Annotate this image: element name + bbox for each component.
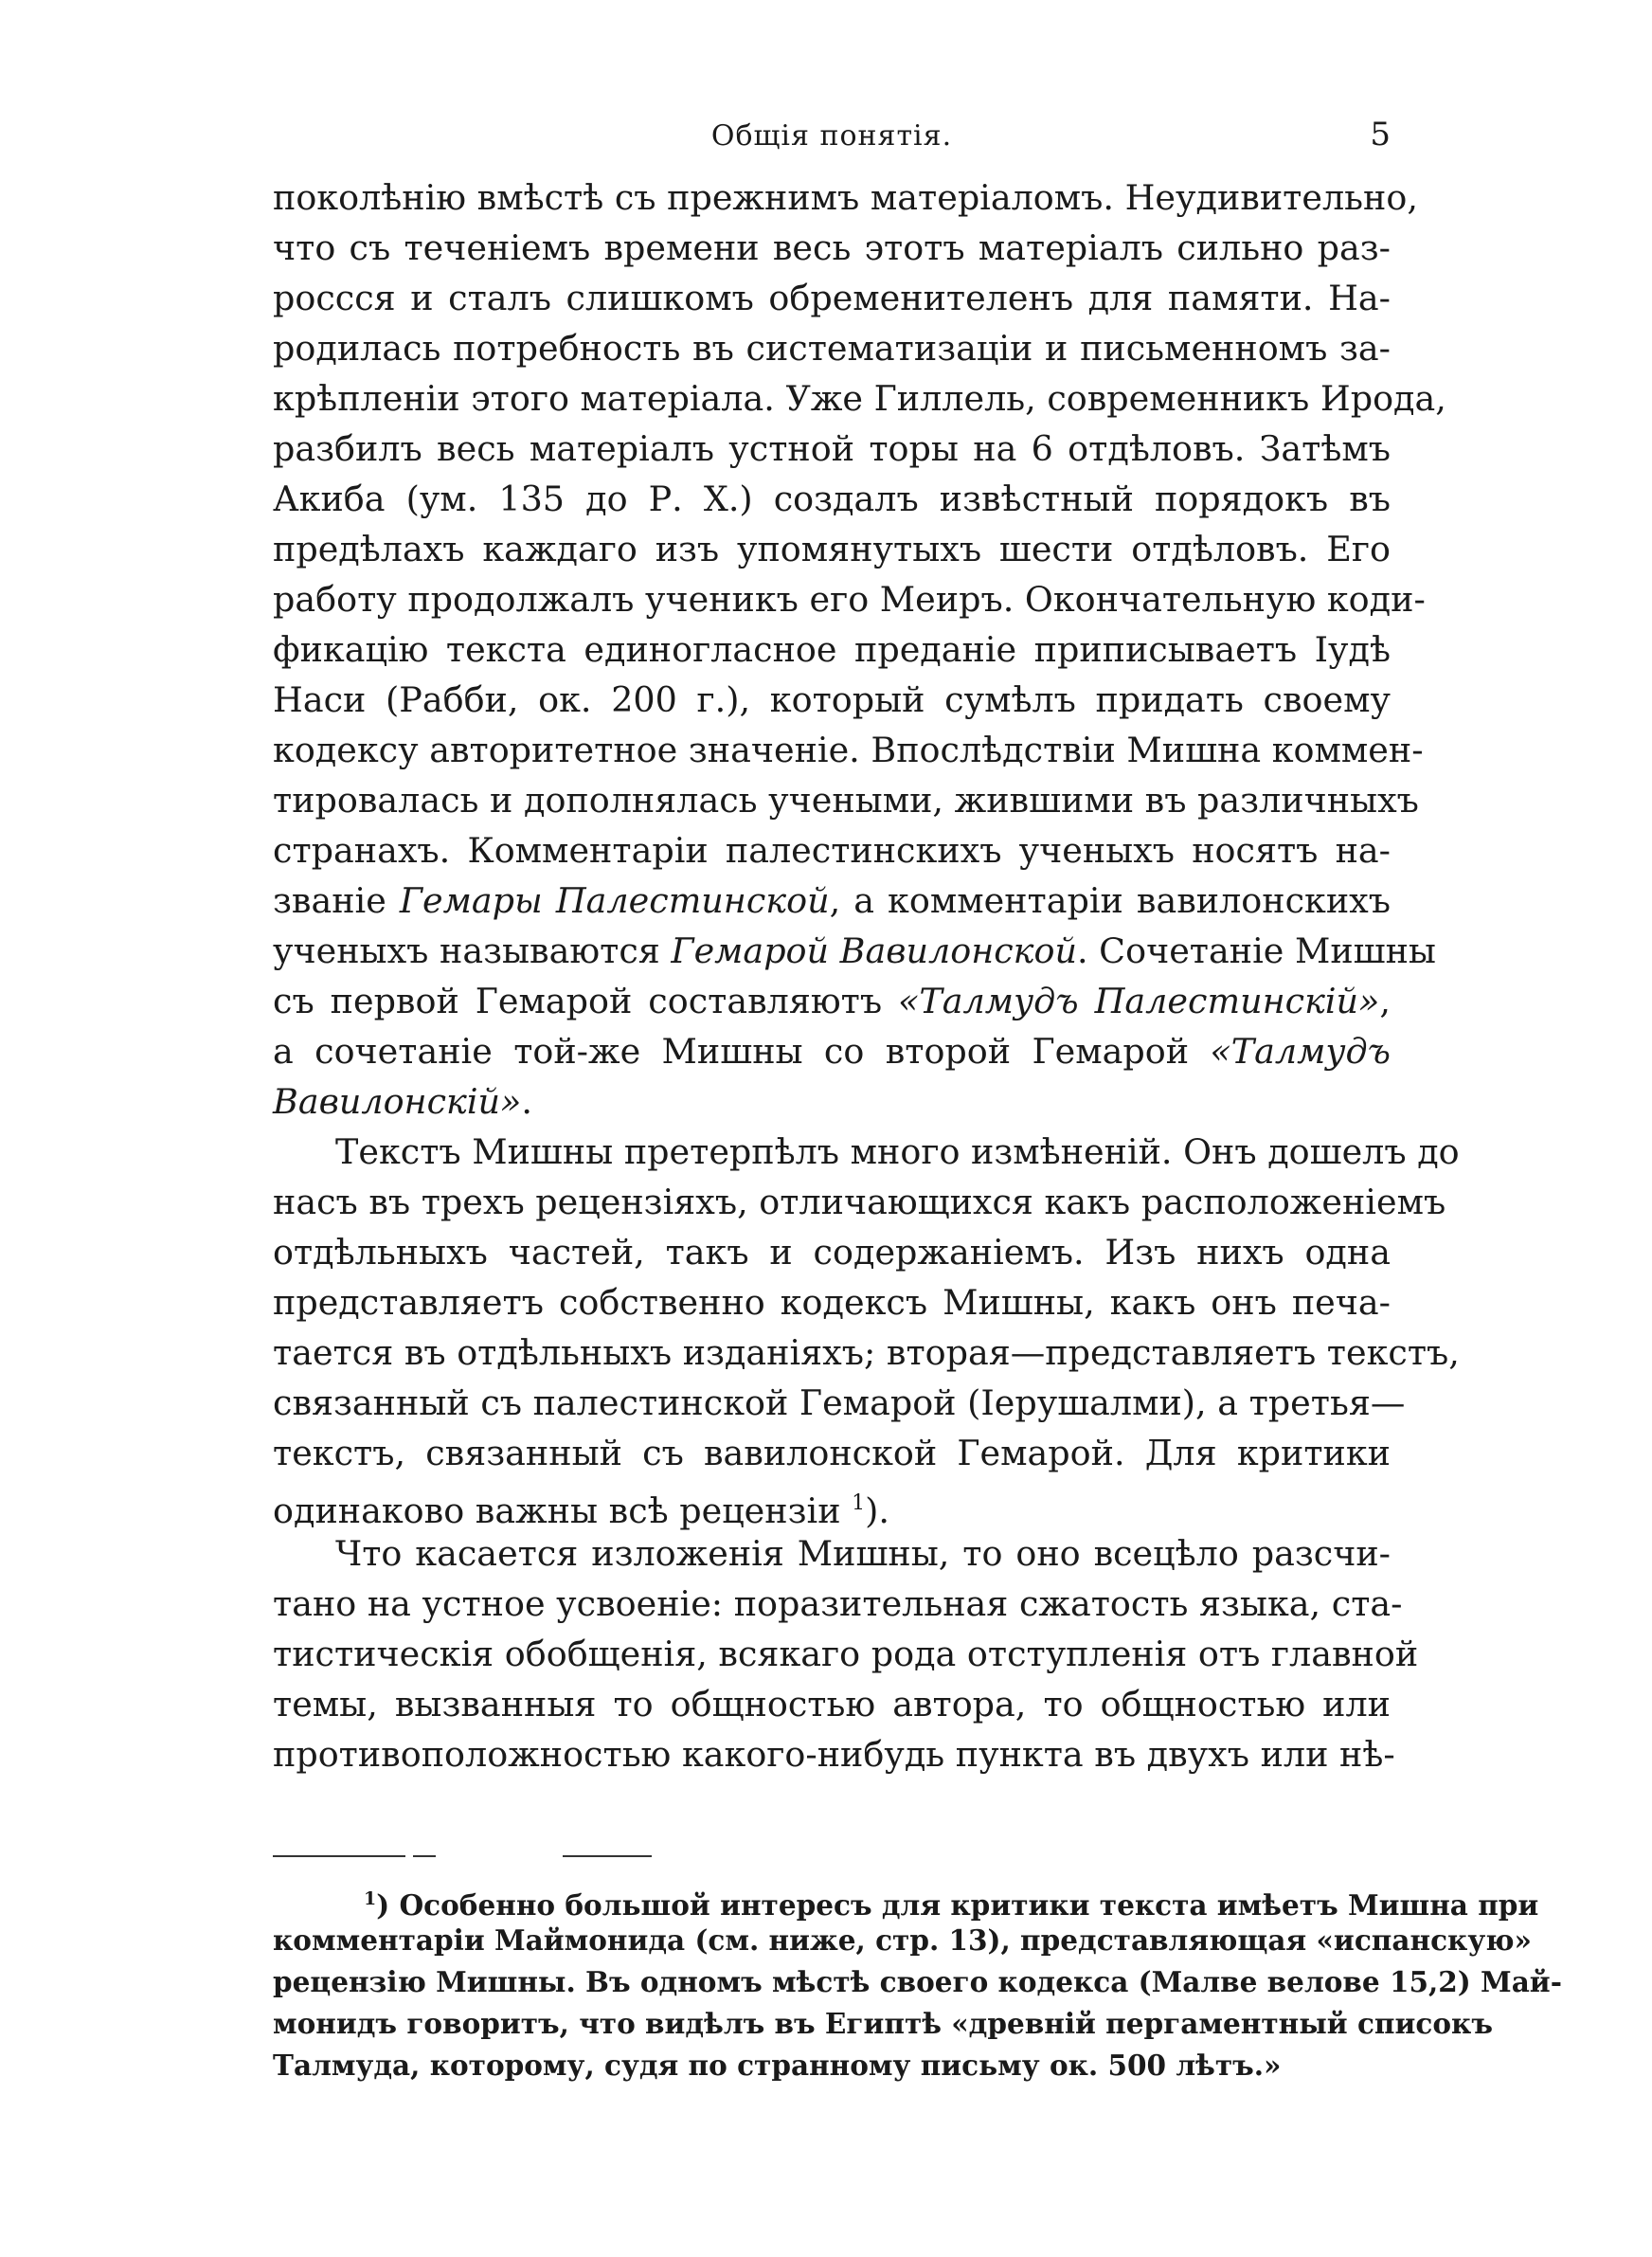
text-line: крѣпленiи этого матерiала. Уже Гиллель, современникъ Ирода, (273, 378, 1446, 419)
footnote-line: комментарiи Маймонида (см. ниже, стр. 13), представляющая «испанскую» (273, 1923, 1532, 1957)
text-span: , а комментарiи вавилонскихъ (829, 880, 1391, 921)
text-span: званiе (273, 880, 400, 921)
page-number: 5 (1370, 116, 1391, 153)
text-line (273, 926, 1436, 976)
text-span: ученыхъ называются (273, 930, 672, 971)
text-line: предѣлахъ каждаго изъ упомянутыхъ шести отдѣловъ. Его (273, 529, 1391, 569)
footnote-line: Талмуда, которому, судя по странному письму ок. 500 лѣтъ.» (273, 2049, 1282, 2082)
text-line: Что касается изложенiя Мишны, то оно всецѣло разсчи- (335, 1533, 1391, 1574)
text-line: кодексу авторитетное значенiе. Впослѣдствiи Мишна коммен- (273, 730, 1424, 770)
footnote-line (273, 1878, 1539, 1922)
text-line: россся и сталъ слишкомъ обременителенъ для памяти. На- (273, 278, 1391, 318)
text-span: ) Особенно большой интересъ для критики текста имѣетъ Мишна при (376, 1888, 1539, 1922)
footnote-reference[interactable]: 1 (852, 1491, 866, 1515)
footnote-marker: 1 (364, 1888, 377, 1909)
text-span: съ первой Гемарой составляютъ (273, 981, 899, 1021)
text-span: одинаково важны всѣ рецензiи (273, 1490, 853, 1531)
text-span: ). (865, 1490, 889, 1531)
footnote-separator (273, 1853, 652, 1859)
text-line (273, 976, 1391, 1026)
text-line (273, 1076, 1391, 1127)
separator-segment (273, 1855, 405, 1857)
text-span: , (1379, 981, 1391, 1021)
page-header (273, 112, 1391, 159)
text-line: противоположностью какого-нибудь пункта въ двухъ или нѣ- (273, 1734, 1395, 1775)
text-line: тистическiя обобщенiя, всякаго рода отступленiя отъ главной (273, 1634, 1419, 1674)
paragraph-2 (273, 1127, 1460, 1531)
separator-segment (413, 1855, 436, 1857)
text-line: поколѣнiю вмѣстѣ съ прежнимъ матерiаломъ. Неудивительно, (273, 177, 1418, 218)
paragraph-1 (273, 172, 1446, 1127)
footnote (273, 1878, 1562, 2086)
text-line: что съ теченiемъ времени весь этотъ матерiалъ сильно раз- (273, 227, 1391, 268)
text-line: представляетъ собственно кодексъ Мишны, какъ онъ печа- (273, 1282, 1391, 1323)
italic-term: Гемары Палестинской (399, 880, 830, 921)
text-line: связанный съ палестинской Гемарой (Iерушалми), а третья— (273, 1382, 1406, 1423)
text-line: Текстъ Мишны претерпѣлъ много измѣненiй. Онъ дошелъ до (335, 1131, 1460, 1172)
text-line: фикацiю текста единогласное преданiе приписываетъ Iудѣ (273, 629, 1391, 670)
text-span: . Сочетанiе Мишны (1076, 930, 1436, 971)
italic-term: «Талмудъ Палестинскiй» (898, 981, 1380, 1021)
text-line (273, 1478, 1391, 1531)
text-line: Акиба (ум. 135 до Р. Х.) создалъ извѣстный порядокъ въ (273, 478, 1391, 519)
text-line: тано на устное усвоенiе: поразительная сжатость языка, ста- (273, 1583, 1403, 1624)
text-span: . (521, 1081, 532, 1122)
text-line: Наси (Рабби, ок. 200 г.), который сумѣлъ придать своему (273, 679, 1391, 720)
italic-term: «Талмудъ (1210, 1031, 1391, 1072)
separator-segment (563, 1855, 652, 1857)
paragraph-3 (273, 1528, 1419, 1779)
text-line: тировалась и дополнялась учеными, жившими въ различныхъ (273, 780, 1419, 821)
text-line: разбилъ весь матерiалъ устной торы на 6 отдѣловъ. Затѣмъ (273, 428, 1391, 469)
text-line: тается въ отдѣльныхъ изданiяхъ; вторая—представляетъ текстъ, (273, 1332, 1460, 1373)
text-line: странахъ. Комментарiи палестинскихъ ученыхъ носятъ на- (273, 830, 1391, 871)
italic-term: Вавилонскiй» (273, 1081, 522, 1122)
main-text (273, 172, 1460, 1779)
text-line: родилась потребность въ систематизацiи и письменномъ за- (273, 328, 1391, 369)
text-line: текстъ, связанный съ вавилонской Гемарой. Для критики (273, 1433, 1391, 1473)
text-line: насъ въ трехъ рецензiяхъ, отличающихся какъ расположенiемъ (273, 1182, 1446, 1222)
text-line: темы, вызванныя то общностью автора, то общностью или (273, 1684, 1391, 1724)
text-line: работу продолжалъ ученикъ его Меиръ. Окончательную коди- (273, 579, 1426, 620)
footnote-line: монидъ говоритъ, что видѣлъ въ Египтѣ «древнiй пергаментный списокъ (273, 2007, 1493, 2040)
text-span: а сочетанiе той-же Мишны со второй Гемарой (273, 1031, 1211, 1072)
text-line: отдѣльныхъ частей, такъ и содержанiемъ. Изъ нихъ одна (273, 1232, 1391, 1273)
italic-term: Гемарой Вавилонской (671, 930, 1077, 971)
running-title: Общiя понятiя. (710, 119, 953, 153)
footnote-line: рецензiю Мишны. Въ одномъ мѣстѣ своего кодекса (Малве велове 15,2) Май- (273, 1965, 1562, 1998)
text-line (273, 1026, 1391, 1076)
text-line (273, 876, 1391, 926)
